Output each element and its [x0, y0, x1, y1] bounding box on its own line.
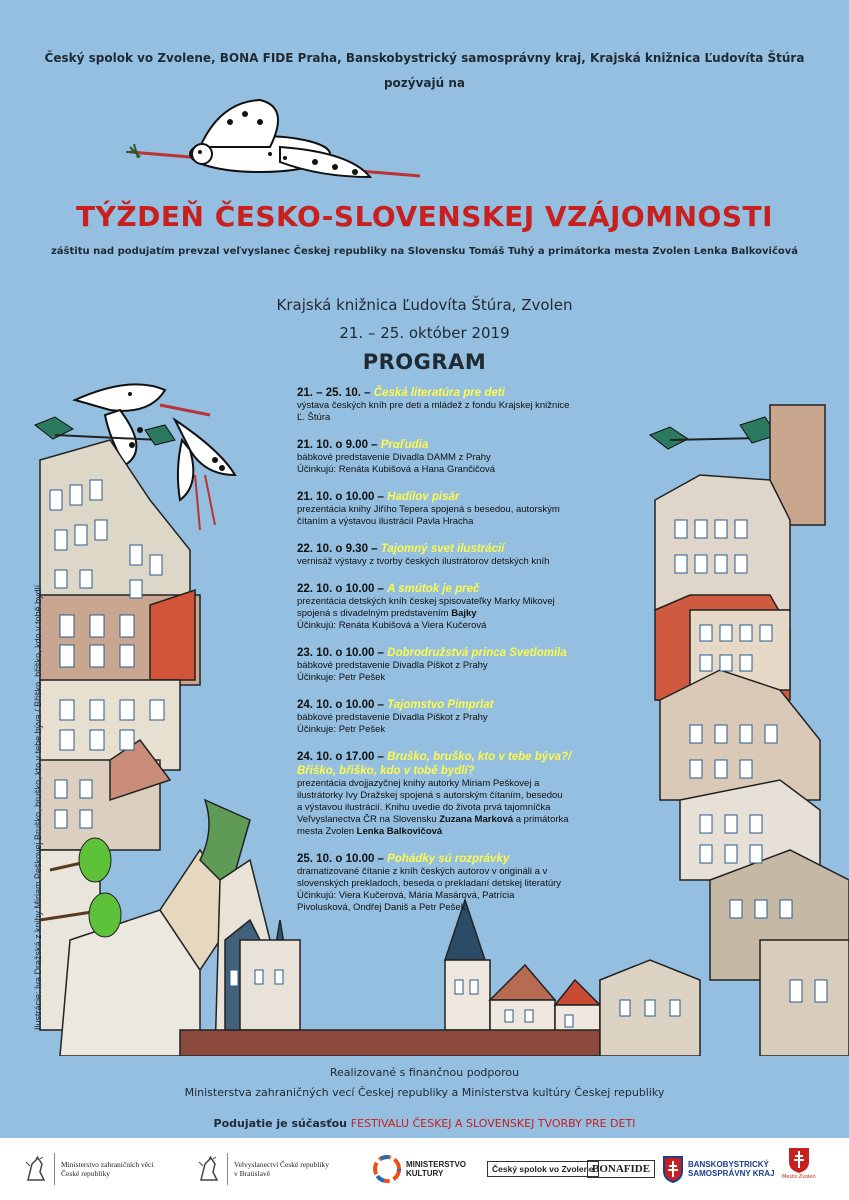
program-event: 22. 10. o 9.30 – Tajomný svet ilustrácií vernisáž výstavy z tvorby českých ilustrátorov detských kníh — [297, 543, 550, 567]
program-event: 21. 10. o 9.00 – Prαľudia bábkové predstavenie Divadla DAMM z Prahy Účinkujú: Renáta Kubišová a Hana Grančičová — [297, 439, 496, 475]
program-event: 24. 10. o 10.00 – Tajomstvo Pimprlat bábkové predstavenie Divadla Piškot z Prahy Účinkuje: Petr Pešek — [297, 699, 494, 735]
street-lamp-right-icon — [650, 417, 777, 449]
invite-line: pozývajú na — [383, 76, 466, 90]
logo-bbsk: BANSKOBYSTRICKÝ SAMOSPRÁVNY KRAJ — [662, 1148, 775, 1190]
program-list — [297, 386, 597, 928]
czech-lion-icon — [195, 1154, 221, 1184]
venue: Krajská knižnica Ľudovíta Štúra, Zvolen — [276, 296, 573, 314]
event-title: Tajomstvo Pimprlat — [387, 699, 494, 711]
event-title: Tajomný svet ilustrácií — [380, 543, 505, 555]
stork-top-illustration — [120, 92, 440, 197]
patronage-line: záštitu nad podujatím prevzal veľvyslanec Českej republiky na Slovensku Tomáš Tuhý a primátorka mesta Zvolen Lenka Balkovičová — [50, 246, 799, 257]
partner-logos — [0, 1138, 849, 1200]
bbsk-shield-icon — [662, 1155, 684, 1183]
program-event: 21. – 25. 10. – Česká literatúra pre deti výstava českých kníh pre deti a mládež z fondu Krajskej knižnice Ľ. Štúra — [297, 387, 570, 423]
support-line-1: Realizované s finančnou podporou — [329, 1066, 520, 1079]
event-title: Prαľudia — [380, 439, 429, 451]
event-title: Hadilov pisár — [387, 491, 460, 503]
logo-bonafide: BONAFIDE — [587, 1148, 655, 1190]
page-title: TÝŽDEŇ ČESKO-SLOVENSKEJ VZÁJOMNOSTI — [75, 200, 774, 233]
dates: 21. – 25. október 2019 — [339, 324, 510, 342]
program-event: 21. 10. o 10.00 – Hadilov pisár prezentácia knihy Jiřího Tepera spojená s besedou, autorským čítaním a výstavou ilustrácií Pavla Hracha — [297, 491, 560, 527]
program-event: 24. 10. o 17.00 – Bruško, bruško, kto v tebe býva?/ Břiško, břiško, kdo v tobě bydlí? prezentácia dvojjazyčnej knihy autorky Miriam Peškovej a ilustrátorky Ivy Dražskej spojená s autorským čítaním, besedou a výstavou ilustrácií. Knihu uvedie do života prvá tajomníčka Veľvyslanectva ČR na Slovensku Zuzana Marková a primátorka mesta Zvolen Lenka Balkovičová — [297, 751, 572, 837]
program-event: 23. 10. o 10.00 – Dobrodružstvá princa Svetlomila bábkové predstavenie Divadla Piškot z Prahy Účinkuje: Petr Pešek — [297, 647, 567, 683]
logo-mzv: Ministerstvo zahraničních věcí České republiky — [22, 1148, 153, 1190]
support-line-2: Ministerstva zahraničných vecí Českej republiky a Ministerstva kultúry Českej republiky — [184, 1086, 665, 1099]
czech-lion-icon — [22, 1154, 48, 1184]
ministry-culture-icon — [372, 1154, 402, 1184]
festival-line: Podujatie je súčasťou FESTIVALU ČESKEJ A SLOVENSKEJ TVORBY PRE DETI — [213, 1117, 636, 1130]
logo-zvolen: Mesto Zvolen — [782, 1146, 816, 1188]
program-event: 22. 10. o 10.00 – A smútok je preč prezentácia detských kníh českej spisovateľky Marky Mikovej spojená s divadelným predstavením Bajky Účinkujú: Renáta Kubišová a Viera Kučerová — [297, 583, 555, 631]
logo-embassy: Velvyslanectví České republiky v Bratislavě — [195, 1148, 329, 1190]
event-title: Česká literatúra pre deti — [373, 387, 505, 399]
event-title-czech: Břiško, břiško, kdo v tobě bydlí? — [297, 765, 475, 777]
event-title: Dobrodružstvá princa Svetlomila — [387, 647, 567, 659]
logo-cesky-spolok: Český spolok vo Zvolene — [487, 1148, 599, 1190]
event-title: Pohádky sú rozprávky — [387, 853, 510, 865]
organizers-line: Český spolok vo Zvolene, BONA FIDE Praha, Banskobystrický samosprávny kraj, Krajská knižnica Ľudovíta Štúra — [44, 51, 805, 65]
event-title: A smútok je preč — [387, 583, 480, 595]
logo-ministry-culture: MINISTERSTVO KULTURY — [372, 1148, 466, 1190]
stork-left-2-icon — [175, 420, 235, 530]
program-heading: PROGRAM — [362, 350, 487, 374]
festival-highlight: FESTIVALU ČESKEJ A SLOVENSKEJ TVORBY PRE DETI — [350, 1117, 636, 1130]
illustration-credit: Ilustrácie: Iva Dražská z knihy Miriam Peškovej Bruško, bruško, kto v tebe býva / Břiško, břiško, kdo v tobě bydlí — [33, 584, 43, 1030]
zvolen-coat-of-arms-icon — [787, 1146, 811, 1174]
event-title: Bruško, bruško, kto v tebe býva?/ — [387, 751, 572, 763]
program-event: 25. 10. o 10.00 – Pohádky sú rozprávky dramatizované čítanie z kníh českých autorov v origináli a v slovenských prekladoch, beseda o prekladaní detskej literatúry Účinkujú: Viera Kučerová, Mária Masárová, Patrícia Pivolusková, Ondřej Daniš a Petr Pešek — [297, 853, 562, 913]
